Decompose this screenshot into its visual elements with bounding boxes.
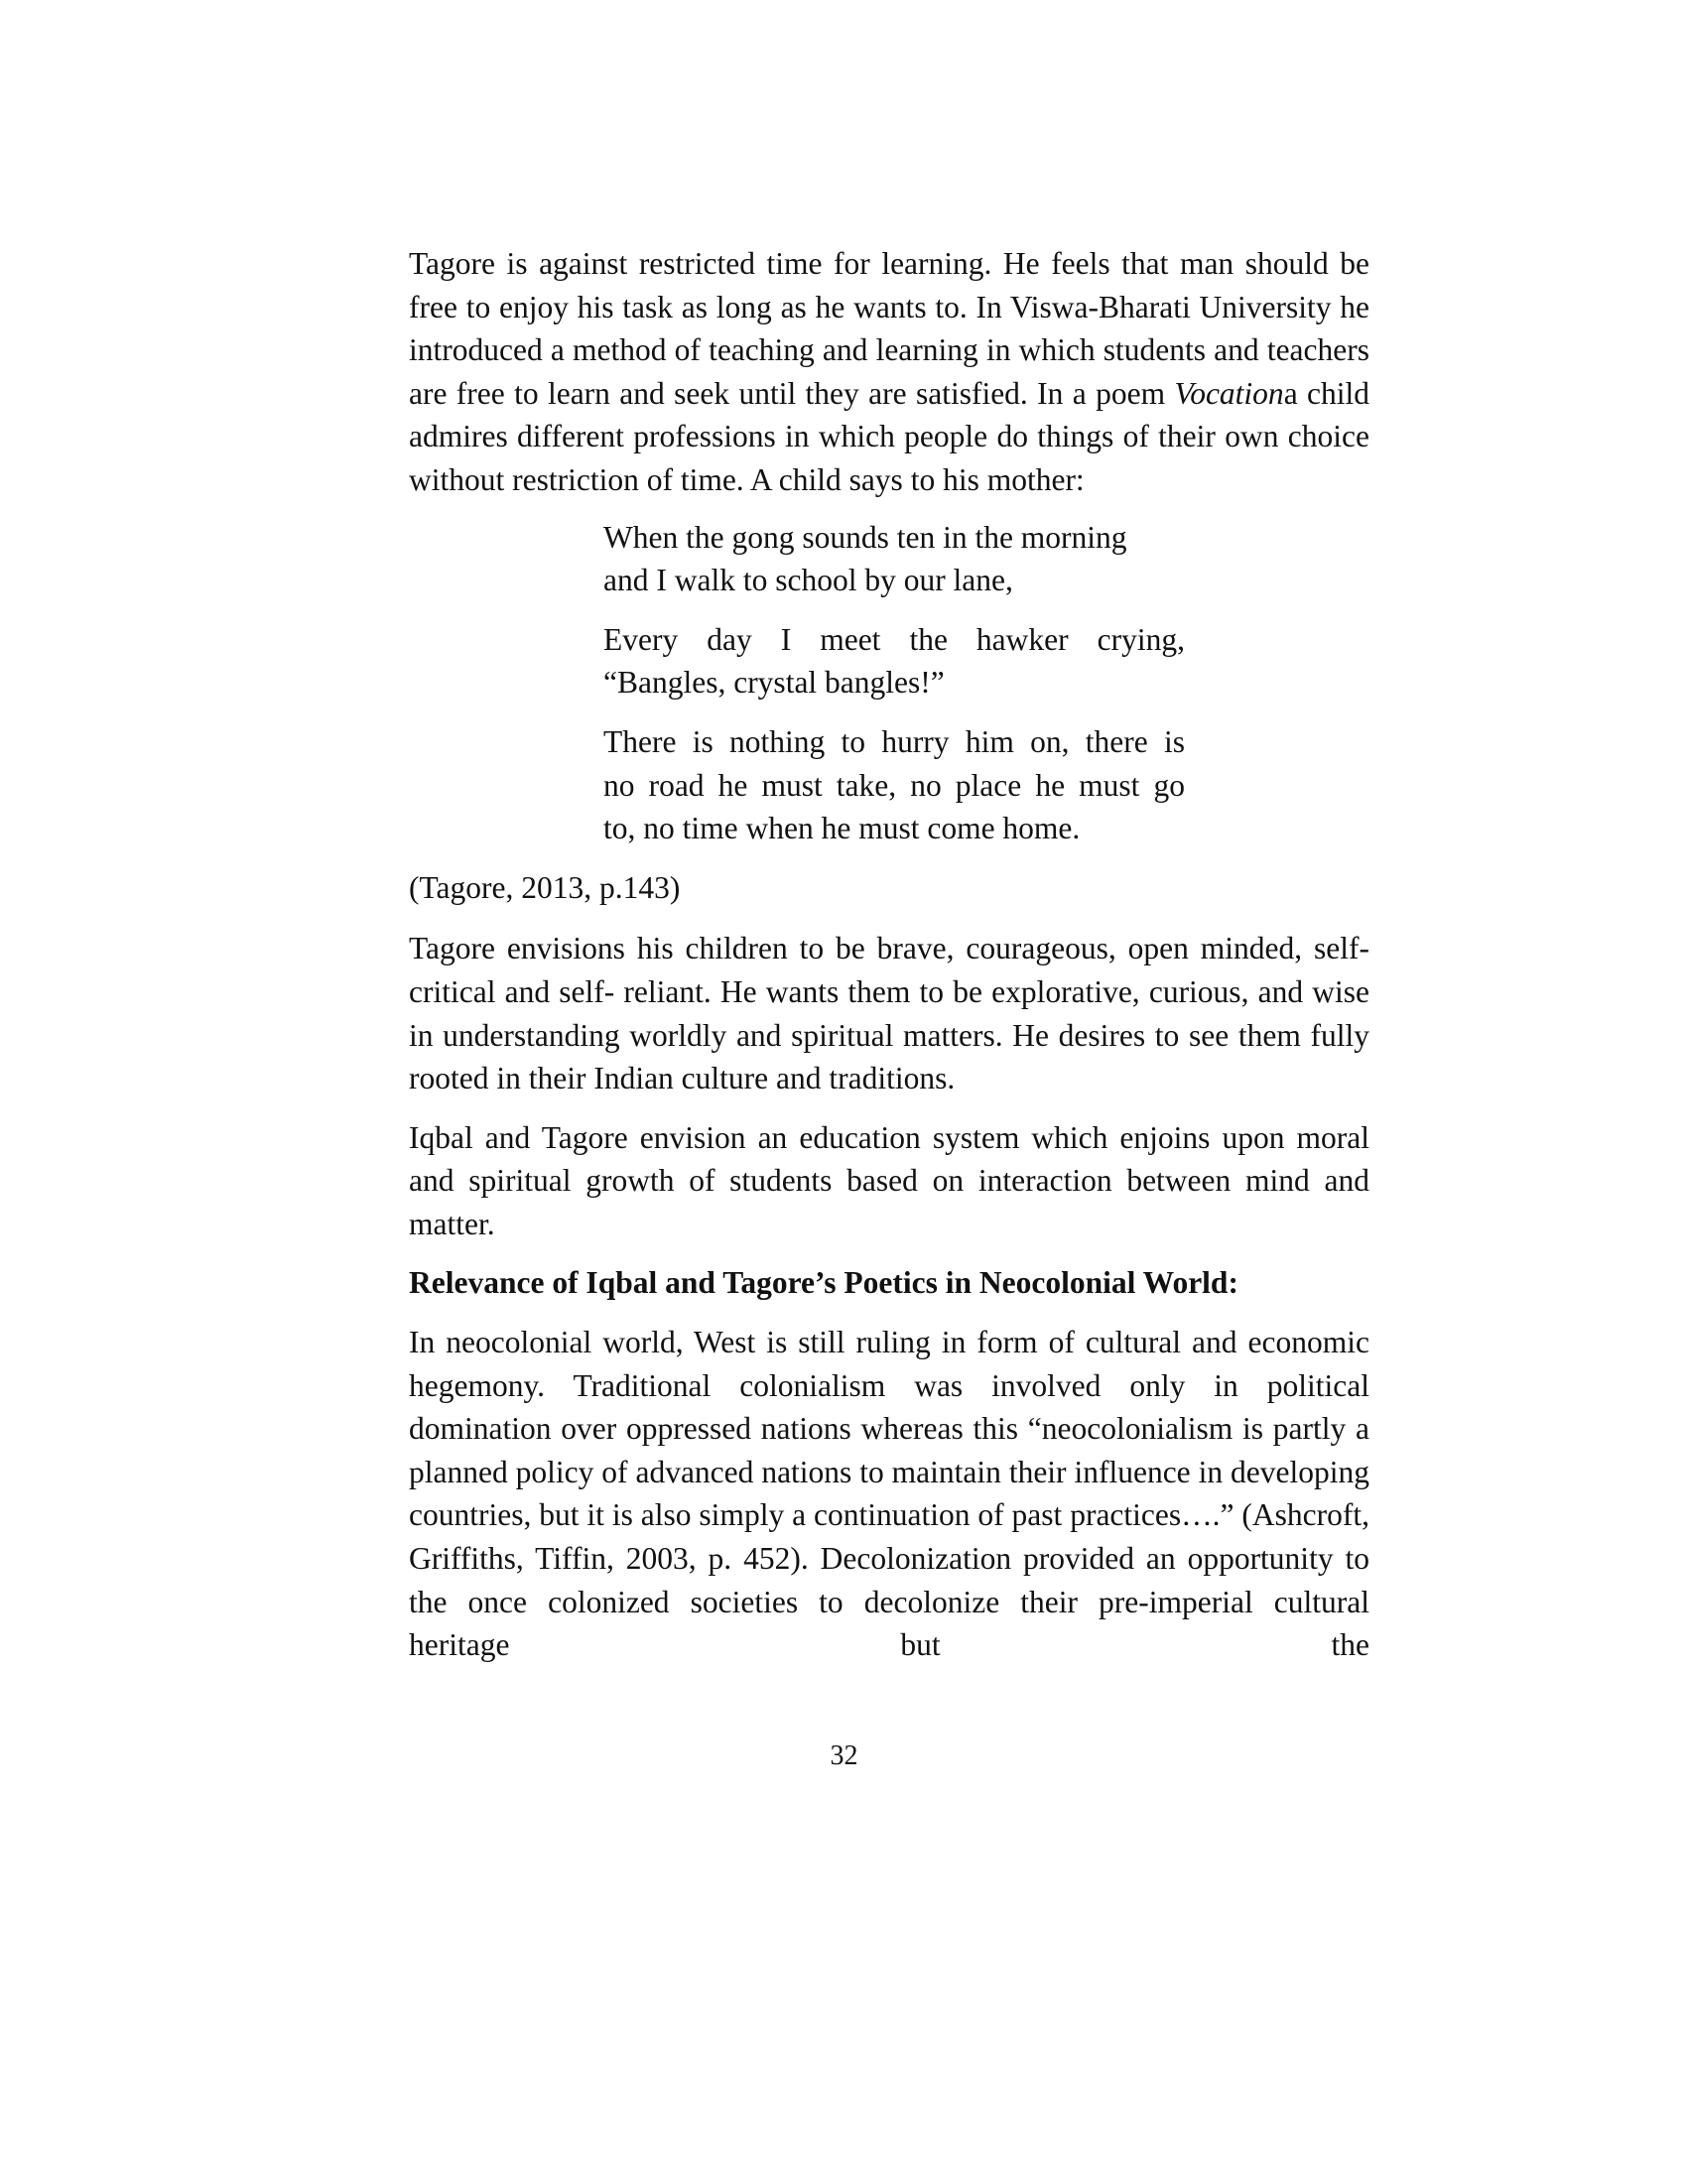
poem-stanza-3: [603, 720, 1185, 850]
quote-citation: (Tagore, 2013, p.143): [409, 869, 681, 905]
paragraph-tagore-vision: Tagore envisions his children to be brave, courageous, open minded, self-critical and self- reliant. He wants them to be explorative, curious, and wise in understanding worldly and spiritual matters. He desires to see them fully rooted in their Indian culture and traditions.: [409, 931, 1369, 1096]
poem-line: When the gong sounds ten in the morning: [603, 519, 1127, 555]
poem-line: “Bangles, crystal bangles!”: [603, 665, 945, 701]
section-heading: Relevance of Iqbal and Tagore’s Poetics in Neocolonial World:: [409, 1265, 1238, 1301]
paragraph-education-system: Iqbal and Tagore envision an education system which enjoins upon moral and spiritual growth of students based on interaction between mind and matter.: [409, 1119, 1369, 1241]
page-number: 32: [830, 1740, 858, 1771]
poem-stanza-2: [603, 618, 1185, 705]
paragraph-vocation-intro-rest: a child admires different professions in which people do things of their own choice without restriction of time. A child says to his mother:: [409, 375, 1370, 497]
poem-stanza-1: [603, 516, 1185, 602]
poem-title: Vocation: [1174, 375, 1284, 411]
poem-line: Every day I meet the hawker crying,: [603, 621, 1185, 657]
paragraph-vocation-intro-text: Tagore is against restricted time for learning. He feels that man should be free to enjoy his task as long as he wants to. In Viswa-Bharati University he introduced a method of teaching and learning in which students and teachers are free to learn and seek until they are satisfied. In a poem: [409, 246, 1369, 411]
block-quote-poem: [603, 516, 1185, 850]
paragraph-neocolonial-world: In neocolonial world, West is still ruling in form of cultural and economic hegemony. Traditional colonialism was involved only in political domination over oppressed nations whereas this “neocolonialism is partly a planned policy of advanced nations to maintain their influence in developing countries, but it is also simply a continuation of past practices….” (Ashcroft, Griffiths, Tiffin, 2003, p. 452). Decolonization provided an opportunity to the once colonized societies to decolonize their pre-imperial cultural heritage but the: [409, 1325, 1369, 1663]
page-body: [409, 242, 1369, 1683]
poem-line: no road he must take, no place he must go: [603, 767, 1185, 803]
poem-line: to, no time when he must come home.: [603, 811, 1081, 846]
paragraph-vocation-intro: [409, 242, 1369, 502]
poem-line: and I walk to school by our lane,: [603, 563, 1013, 598]
poem-line: There is nothing to hurry him on, there is: [603, 723, 1185, 759]
